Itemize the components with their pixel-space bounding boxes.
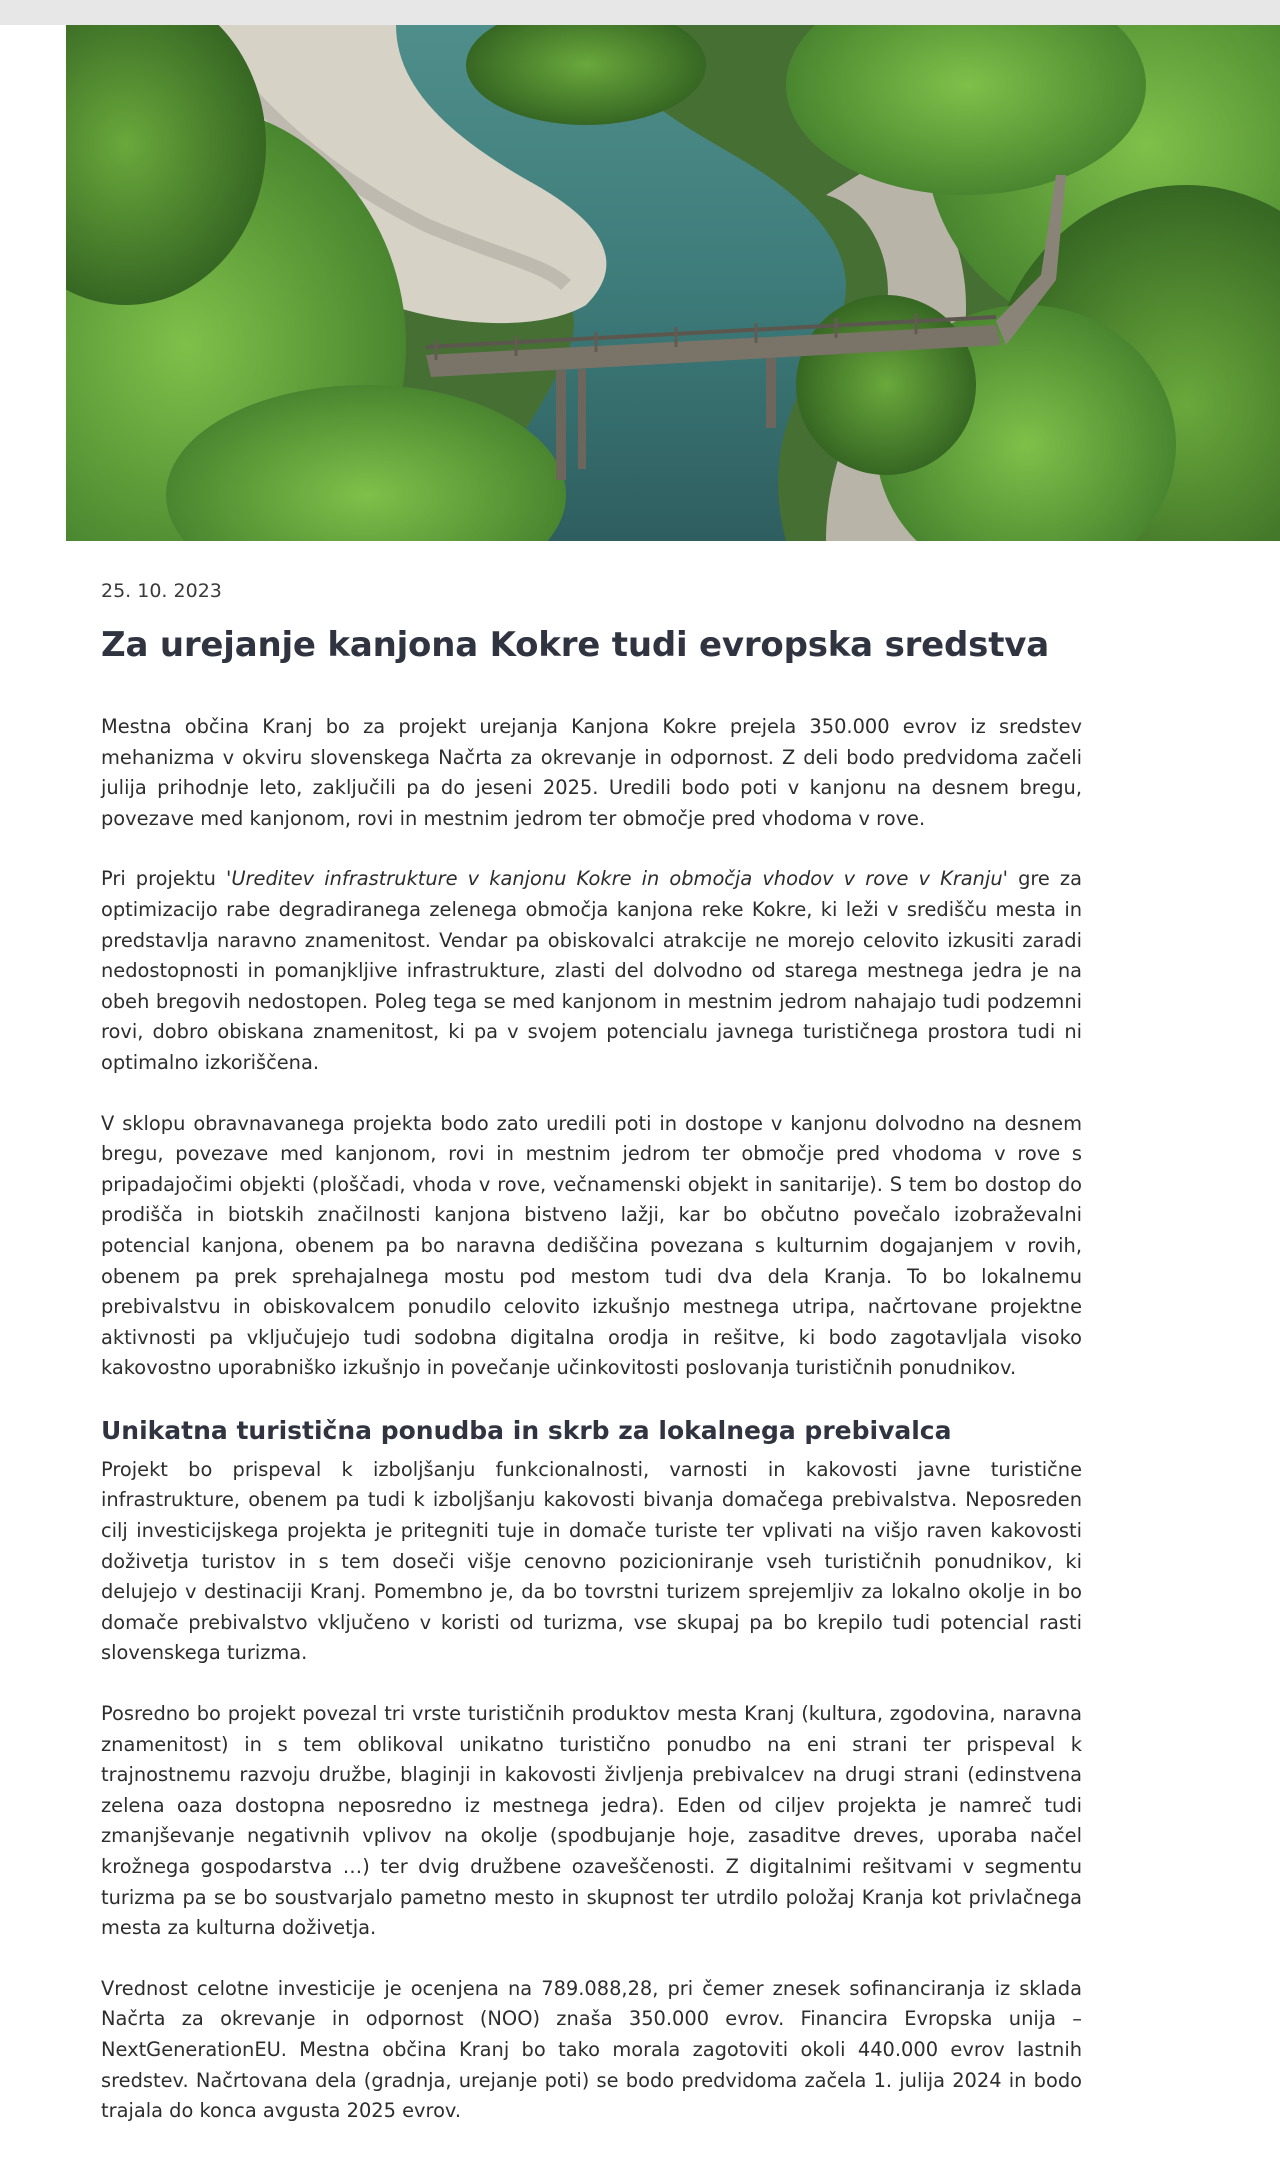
top-strip (0, 0, 1280, 25)
article-date: 25. 10. 2023 (101, 580, 222, 602)
article-title: Za urejanje kanjona Kokre tudi evropska sredstva (101, 625, 1049, 665)
hero-image (66, 25, 1280, 541)
paragraph-text: Pri projektu (101, 867, 227, 891)
article (101, 578, 1082, 2157)
article-paragraph: V sklopu obravnavanega projekta bodo zato uredili poti in dostope v kanjonu dolvodno na desnem bregu, povezave med kanjonom, rovi in mestnim jedrom ter območje pred vhodoma v rove s pripadajočimi objekti (ploščadi, vhoda v rove, večnamenski objekt in sanitarije). S tem bo dostop do prodišča in biotskih značilnosti kanjona bistveno lažji, kar bo občutno povečalo izobraževalni potencial kanjona, obenem pa bo naravna dediščina povezana s kulturnim dogajanjem v rovih, obenem pa prek sprehajalnega mostu pod mestom tudi dva dela Kranja. To bo lokalnemu prebivalstvu in obiskovalcem ponudilo celovito izkušnjo mestnega utripa, načrtovane projektne aktivnosti pa vključujejo tudi sodobna digitalna orodja in rešitve, ki bodo zagotavljala visoko kakovostno uporabniško izkušnjo in povečanje učinkovitosti poslovanja turističnih ponudnikov. (101, 1111, 1082, 1380)
canyon-bridge-photo (66, 25, 1280, 541)
article-paragraph: Projekt bo prispeval k izboljšanju funkcionalnosti, varnosti in kakovosti javne turistične infrastrukture, obenem pa tudi k izboljšanju kakovosti bivanja domačega prebivalstva. Neposreden cilj investicijskega projekta je pritegniti tuje in domače turiste ter vplivati na višjo raven kakovosti doživetja turistov in s tem doseči višje cenovno pozicioniranje vseh turističnih ponudnikov, ki delujejo v destinaciji Kranj. Pomembno je, da bo tovrstni turizem sprejemljiv za lokalno okolje in bo domače prebivalstvo vključeno v koristi od turizma, vse skupaj pa bo krepilo tudi potencial rasti slovenskega turizma. (101, 1457, 1082, 1665)
section-heading: Unikatna turistična ponudba in skrb za lokalnega prebivalca (101, 1415, 952, 1445)
article-lead: Mestna občina Kranj bo za projekt urejanja Kanjona Kokre prejela 350.000 evrov iz sredstev mehanizma v okviru slovenskega Načrta za okrevanje in odpornost. Z deli bodo predvidoma začeli julija prihodnje leto, zaključili pa do jeseni 2025. Uredili bodo poti v kanjonu na desnem bregu, povezave med kanjonom, rovi in mestnim jedrom ter območje pred vhodoma v rove. (101, 715, 1082, 830)
article-paragraph (101, 864, 1082, 1078)
paragraph-text: gre za optimizacijo rabe degradiranega zelenega območja kanjona reke Kokre, ki leži v središču mesta in predstavlja naravno znamenitost. Vendar pa obiskovalci atrakcije ne morejo celovito izkusiti zaradi nedostopnosti in pomanjkljive infrastrukture, zlasti del dolvodno od starega mestnega jedra je na obeh bregovih nedostopen. Poleg tega se med kanjonom in mestnim jedrom nahajajo tudi podzemni rovi, dobro obiskana znamenitost, ki pa v svojem potencialu javnega turističnega prostora tudi ni optimalno izkoriščena. (101, 867, 1082, 1074)
article-paragraph: Posredno bo projekt povezal tri vrste turističnih produktov mesta Kranj (kultura, zgodovina, naravna znamenitost) in s tem oblikoval unikatno turistično ponudbo na eni strani ter prispeval k trajnostnemu razvoju družbe, blaginji in kakovosti življenja prebivalcev na drugi strani (edinstvena zelena oaza dostopna neposredno iz mestnega jedra). Eden od ciljev projekta je namreč tudi zmanjševanje negativnih vplivov na okolje (spodbujanje hoje, zasaditve dreves, uporaba načel krožnega gospodarstva …) ter dvig družbene ozaveščenosti. Z digitalnimi rešitvami v segmentu turizma pa se bo soustvarjalo pametno mesto in skupnost ter utrdilo položaj Kranja kot privlačnega mesta za kulturna doživetja. (101, 1702, 1082, 1940)
article-paragraph: Vrednost celotne investicije je ocenjena na 789.088,28, pri čemer znesek sofinanciranja iz sklada Načrta za okrevanje in odpornost (NOO) znaša 350.000 evrov. Financira Evropska unija – NextGenerationEU. Mestna občina Kranj bo tako morala zagotoviti okoli 440.000 evrov lastnih sredstev. Načrtovana dela (gradnja, urejanje poti) se bodo predvidoma začela 1. julija 2024 in bodo trajala do konca avgusta 2025 evrov. (101, 1976, 1082, 2123)
project-name: 'Ureditev infrastrukture v kanjonu Kokre in območja vhodov v rove v Kranju' (226, 867, 1008, 891)
